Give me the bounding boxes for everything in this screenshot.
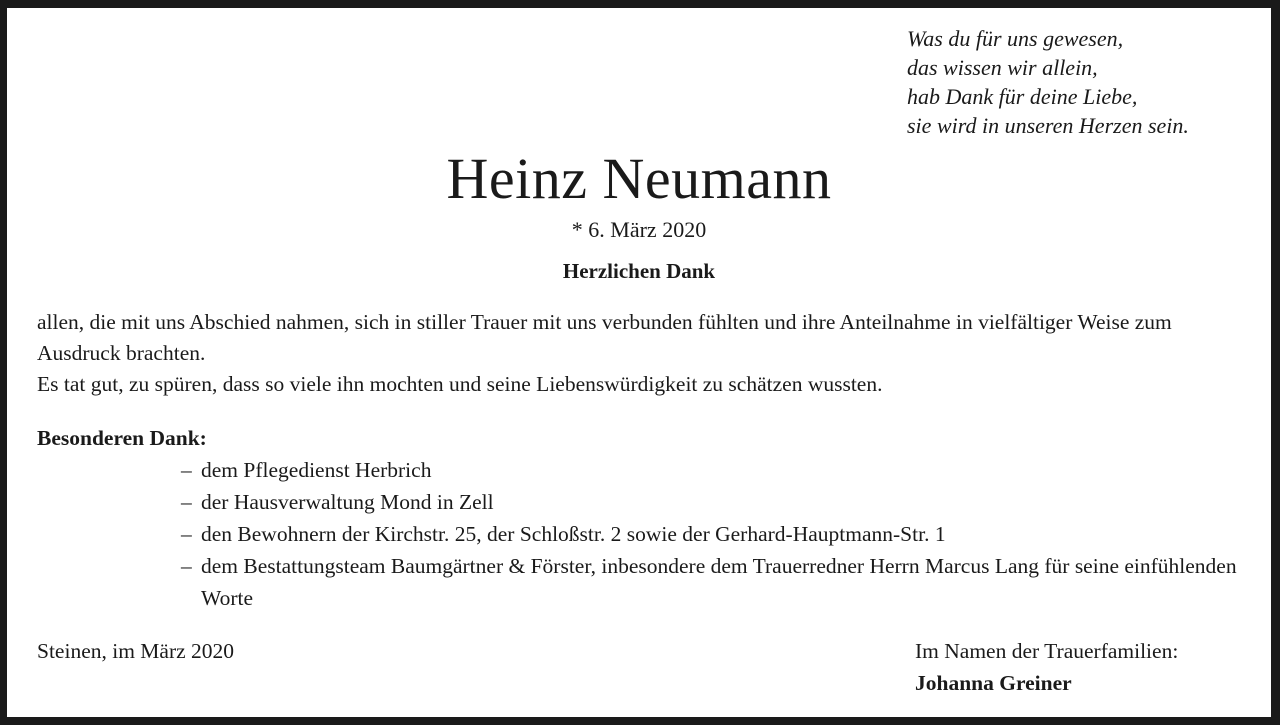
list-item-text: dem Bestattungsteam Baumgärtner & Förster, inbesondere dem Trauerredner Herrn Marcus Lang für seine einfühlenden Worte [201,554,1237,610]
list-item [181,486,1247,518]
signature-block [915,635,1178,699]
deceased-name: Heinz Neumann [446,146,832,211]
dash-bullet: – [181,554,192,578]
signer-name: Johanna Greiner [915,671,1072,695]
poem-line: hab Dank für deine Liebe, [907,84,1138,109]
list-item [181,518,1247,550]
poem-line: das wissen wir allein, [907,55,1098,80]
list-item-text: den Bewohnern der Kirchstr. 25, der Schloßstr. 2 sowie der Gerhard-Hauptmann-Str. 1 [201,522,946,546]
special-thanks-list [37,454,1247,614]
obituary-notice [7,8,1271,717]
thanks-paragraph: Es tat gut, zu spüren, dass so viele ihn mochten und seine Liebenswürdigkeit zu schätzen wussten. [37,372,883,396]
poem-line: sie wird in unseren Herzen sein. [907,113,1189,138]
date-line: * 6. März 2020 [571,217,707,242]
on-behalf-label: Im Namen der Trauerfamilien: [915,639,1179,663]
special-thanks-heading: Besonderen Dank: [37,426,207,450]
thanks-heading: Herzlichen Dank [562,259,716,283]
list-item [181,454,1247,486]
thanks-body [37,307,1247,400]
place-date: Steinen, im März 2020 [37,639,235,663]
thanks-paragraph: allen, die mit uns Abschied nahmen, sich in stiller Trauer mit uns verbunden fühlten und ihre Anteilnahme in vielfältiger Weise zum Ausdruck brachten. [37,310,1172,365]
poem-verse [907,24,1189,140]
dash-bullet: – [181,522,192,546]
special-thanks [37,422,1247,614]
list-item [181,550,1247,614]
poem-line: Was du für uns gewesen, [907,26,1124,51]
list-item-text: dem Pflegedienst Herbrich [201,458,432,482]
list-item-text: der Hausverwaltung Mond in Zell [201,490,494,514]
dash-bullet: – [181,490,192,514]
dash-bullet: – [181,458,192,482]
